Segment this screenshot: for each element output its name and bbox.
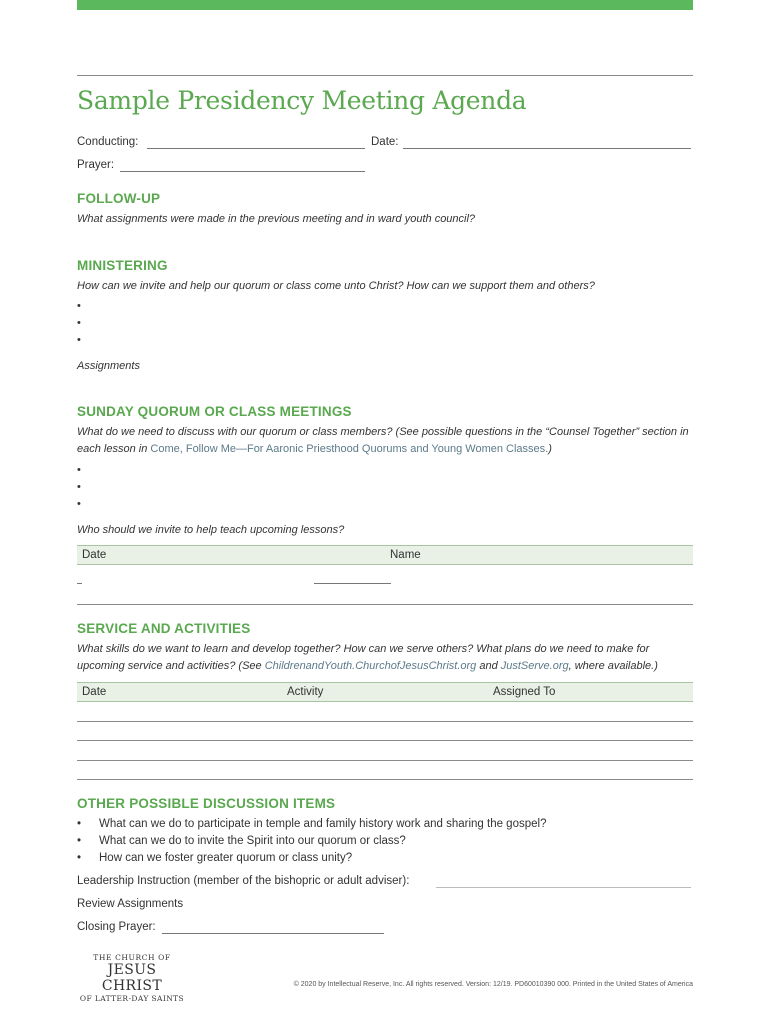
date-field[interactable] <box>403 148 691 149</box>
prayer-field[interactable] <box>120 171 365 172</box>
service-question: What skills do we want to learn and develop together? How can we serve others? What plans do we need to make for upcoming service and activities? (See ChildrenandYouth.ChurchofJesusChrist.org and JustServe.org, where available.) <box>77 643 658 672</box>
leadership-instruction-label: Leadership Instruction (member of the bishopric or adult adviser): <box>77 875 410 887</box>
follow-up-heading: FOLLOW-UP <box>77 191 161 206</box>
activities-table-header <box>77 682 693 702</box>
logo-line-1: THE CHURCH OF <box>93 953 171 962</box>
come-follow-me-link[interactable]: Come, Follow Me—For Aaronic Priesthood Quorums and Young Women Classes. <box>150 443 549 455</box>
service-heading: SERVICE AND ACTIVITIES <box>77 621 251 636</box>
teachers-table-bottom <box>77 604 693 605</box>
follow-up-question: What assignments were made in the previous meeting and in ward youth council? <box>77 213 476 225</box>
logo-line-2: JESUS CHRIST <box>101 962 163 994</box>
teachers-table-header <box>77 545 693 565</box>
closing-prayer-label: Closing Prayer: <box>77 921 156 933</box>
activities-row[interactable] <box>77 779 693 780</box>
teachers-col-name: Name <box>390 549 421 561</box>
sunday-meetings-heading: SUNDAY QUORUM OR CLASS MEETINGS <box>77 404 352 419</box>
sunday-bullet-3: • <box>77 498 81 510</box>
justserve-link[interactable]: JustServe.org <box>500 660 569 672</box>
ministering-bullet-2: • <box>77 317 81 329</box>
copyright-footer: © 2020 by Intellectual Reserve, Inc. All rights reserved. Version: 12/19. PD60010390 000. Printed in the United States of America <box>293 981 693 988</box>
activities-row[interactable] <box>77 760 693 761</box>
other-heading: OTHER POSSIBLE DISCUSSION ITEMS <box>77 796 336 811</box>
activities-col-activity: Activity <box>287 686 324 698</box>
activities-col-date: Date <box>82 686 107 698</box>
children-youth-link[interactable]: ChildrenandYouth.ChurchofJesusChrist.org <box>264 660 477 672</box>
teachers-row-name-field[interactable] <box>314 583 391 584</box>
teachers-col-date: Date <box>82 549 107 561</box>
discussion-item: • What can we do to participate in temple and family history work and sharing the gospel? <box>77 818 547 830</box>
header-divider <box>77 75 693 76</box>
ministering-bullet-1: • <box>77 300 81 312</box>
conducting-field[interactable] <box>147 148 365 149</box>
logo-line-3: OF LATTER-DAY SAINTS <box>79 994 185 1003</box>
discussion-item: • What can we do to invite the Spirit into our quorum or class? <box>77 835 406 847</box>
conducting-label: Conducting: <box>77 136 139 148</box>
activities-row[interactable] <box>77 721 693 722</box>
assignments-label: Assignments <box>77 360 140 372</box>
invite-question: Who should we invite to help teach upcoming lessons? <box>77 524 345 536</box>
prayer-label: Prayer: <box>77 159 115 171</box>
sunday-bullet-2: • <box>77 481 81 493</box>
sunday-meetings-question: What do we need to discuss with our quorum or class members? (See possible questions in the “Counsel Together” section in each lesson in Come, Follow Me—For Aaronic Priesthood Quorums and Young Women Classes.) <box>77 426 689 455</box>
leadership-instruction-field[interactable] <box>436 887 691 888</box>
sunday-bullet-1: • <box>77 464 81 476</box>
discussion-item: • How can we foster greater quorum or class unity? <box>77 852 353 864</box>
activities-row[interactable] <box>77 740 693 741</box>
review-assignments-label: Review Assignments <box>77 898 184 910</box>
ministering-question: How can we invite and help our quorum or class come unto Christ? How can we support them and others? <box>77 280 595 292</box>
page-title: Sample Presidency Meeting Agenda <box>77 86 527 115</box>
closing-prayer-field[interactable] <box>162 933 384 934</box>
activities-col-assigned: Assigned To <box>493 686 556 698</box>
ministering-bullet-3: • <box>77 334 81 346</box>
ministering-heading: MINISTERING <box>77 258 168 273</box>
top-accent-bar <box>77 0 693 10</box>
teachers-row-date-field[interactable] <box>77 583 82 584</box>
church-logo <box>77 953 187 1003</box>
date-label: Date: <box>371 136 399 148</box>
